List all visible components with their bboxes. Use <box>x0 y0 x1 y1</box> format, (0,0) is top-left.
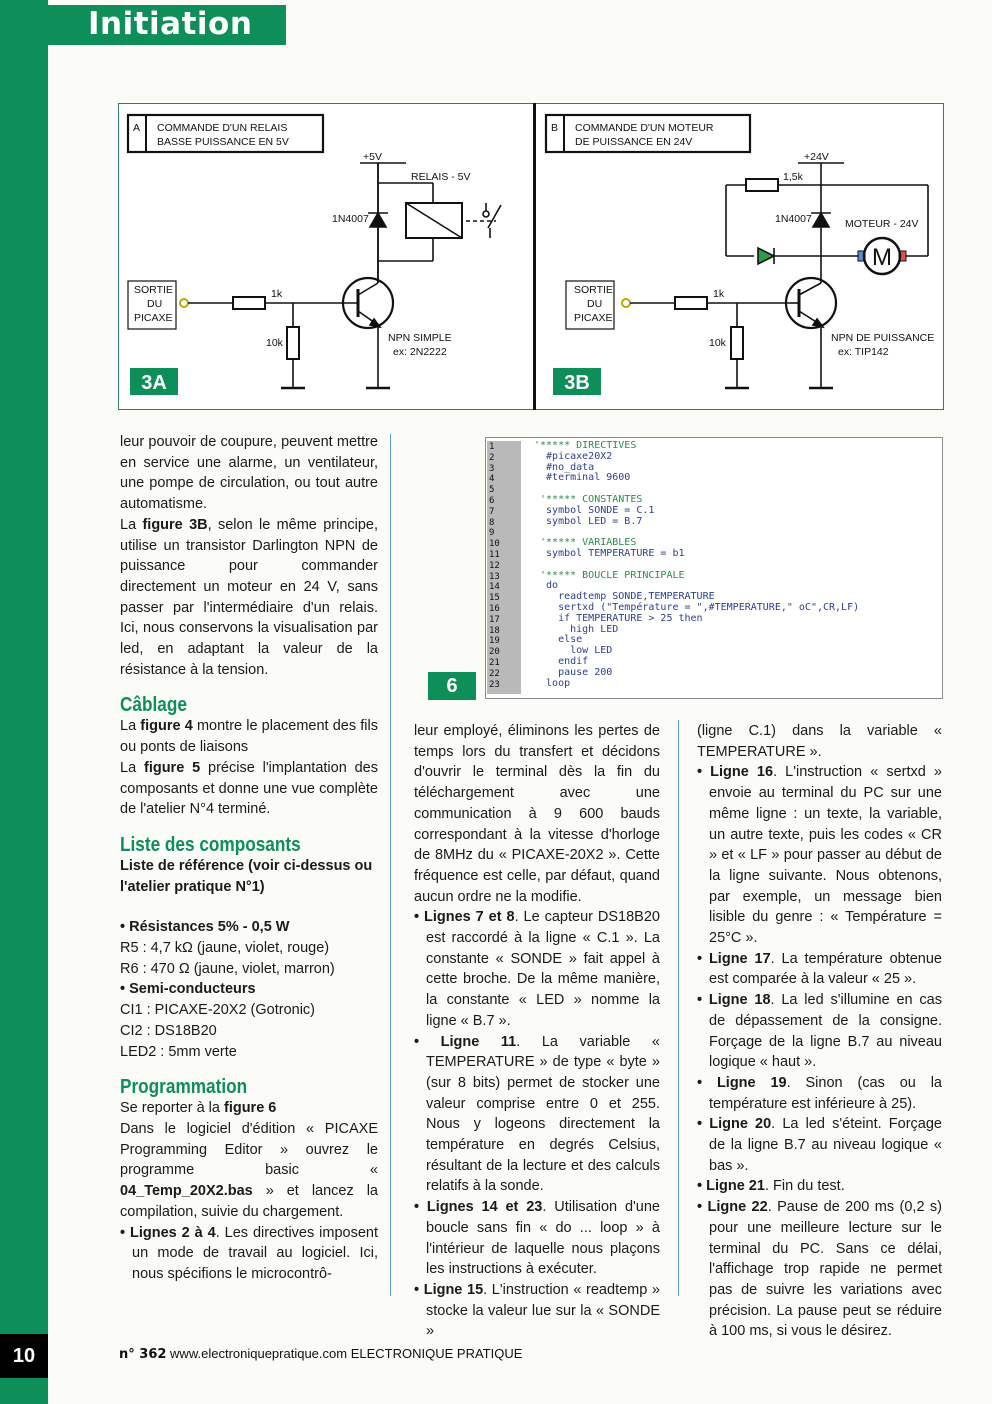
fig3a-rbase-label: 1k <box>271 288 283 300</box>
paragraph: La figure 5 précise l'implantation des composants et donne une vue complète de l'atelier N°4 terminé. <box>120 759 378 818</box>
code-line: #terminal 9600 <box>534 472 631 484</box>
code-line-number: 21 <box>489 657 500 668</box>
code-line: '***** VARIABLES <box>534 537 637 549</box>
code-line: symbol SONDE = C.1 <box>534 504 655 516</box>
code-line-number: 1 <box>489 442 495 452</box>
figure-3-schematics <box>118 103 942 408</box>
heading-programmation: Programmation <box>120 1076 248 1099</box>
code-line: pause 200 <box>534 666 613 678</box>
fig3b-resistor-10k <box>731 327 743 359</box>
list-item: • Ligne 15. L'instruction « readtemp » stocke la valeur lue sur la « SONDE » <box>414 1281 660 1340</box>
code-line-number: 8 <box>489 517 495 528</box>
code-listing <box>534 441 859 689</box>
code-line: else <box>534 634 583 646</box>
footer <box>119 1346 522 1362</box>
fig6-badge: 6 <box>428 672 476 700</box>
list-item: • Ligne 19. Sinon (cas ou la température est inférieure à 25). <box>697 1074 942 1112</box>
code-line: symbol LED = B.7 <box>534 515 643 527</box>
fig3a-diode-label: 1N4007 <box>332 213 369 225</box>
code-line-number: 4 <box>489 474 495 485</box>
issue-number: n° 362 <box>119 1347 167 1362</box>
fig3a-source-l2: DU <box>147 298 163 310</box>
fig3a-resistor-10k <box>287 327 299 359</box>
column-rule-2 <box>678 720 679 1296</box>
code-line <box>534 560 859 571</box>
code-line-number: 13 <box>489 571 500 582</box>
fig3a-diode <box>370 213 386 227</box>
fig3b-motor-symbol: M <box>872 244 892 271</box>
fig3b-diode <box>813 213 829 227</box>
code-line-number: 12 <box>489 560 500 571</box>
paragraph: La figure 3B, selon le même principe, utilise un transistor Darlington NPN de puissance pour commander directement un moteur en 24 V, sans passer par l'intermédiaire d'un relais. Ici, nous conservons la visualisation par led, en adaptant la valeur de la résistance à la tension. <box>120 516 379 678</box>
page-number: 10 <box>0 1334 48 1378</box>
paragraph: Se reporter à la figure 6 <box>120 1100 277 1117</box>
fig3b-motor-label: MOTEUR - 24V <box>845 218 919 230</box>
paragraph: leur employé, éliminons les pertes de temps lors du transfert et décidons d'ouvrir le terminal dès la fin du téléchargement avec une communication à 9 600 bauds correspondant à la vitesse d'horloge de 8MHz du « PICAXE-20X2 ». Cette fréquence est celle, par défaut, quand aucun ordre ne la modifie. <box>414 723 660 905</box>
fig3a-transistor-l2: ex: 2N2222 <box>393 346 447 358</box>
code-line: '***** BOUCLE PRINCIPALE <box>534 569 685 581</box>
code-line-numbers <box>489 442 500 690</box>
heading-liste: Liste des composants <box>120 833 301 856</box>
paragraph: (ligne C.1) dans la variable « TEMPERATURE ». <box>697 723 942 760</box>
fig3a-letter: A <box>133 122 141 134</box>
code-line-number: 20 <box>489 647 500 658</box>
code-line: low LED <box>534 645 613 657</box>
code-line: loop <box>534 677 571 689</box>
component-ci1: CI1 : PICAXE-20X2 (Gotronic) <box>120 1002 316 1019</box>
code-line-number: 10 <box>489 539 500 550</box>
fig3b-source-l1: SORTIE <box>574 284 613 296</box>
left-sidebar-band <box>0 0 48 1404</box>
fig3a-resistor-1k <box>233 297 265 309</box>
code-line-number: 16 <box>489 603 500 614</box>
code-line: high LED <box>534 623 619 635</box>
list-item: • Ligne 18. La led s'illumine en cas de dépassement de la consigne. Forçage de la ligne B.7 au niveau logique « haut ». <box>697 992 942 1071</box>
fig3b-letter: B <box>551 122 559 134</box>
fig3b-supply: +24V <box>804 151 829 163</box>
heading-cablage: Câblage <box>120 694 187 717</box>
code-line-number: 5 <box>489 485 495 496</box>
code-line-number: 19 <box>489 636 500 647</box>
list-item: • Lignes 14 et 23. Utilisation d'une boucle sans fin « do ... loop » à l'intérieur de laquelle nous plaçons les instructions à exécuter. <box>414 1199 660 1278</box>
code-line-number: 3 <box>489 463 495 474</box>
code-line-number: 18 <box>489 625 500 636</box>
paragraph: Dans le logiciel d'édition « PICAXE Programming Editor » ouvrez le programme basic « 04_Temp_20X2.bas » et lancez la compilation, suivie du chargement. <box>120 1120 378 1220</box>
text-column-2 <box>414 721 660 1342</box>
fig3a-source-l1: SORTIE <box>134 284 173 296</box>
code-line-number: 22 <box>489 668 500 679</box>
semiconductors-heading: • Semi-conducteurs <box>120 981 256 998</box>
component-r5: R5 : 4,7 kΩ (jaune, violet, rouge) <box>120 940 330 957</box>
fig3b-resistor-1-5k <box>746 179 778 191</box>
fig3a-rpull-label: 10k <box>266 337 283 349</box>
paragraph: leur pouvoir de coupure, peuvent mettre en service une alarme, un ventilateur, une pompe de circulation, ou tout autre automatisme. <box>120 434 378 513</box>
fig3a-title-line2: BASSE PUISSANCE EN 5V <box>157 136 289 148</box>
code-line: '***** CONSTANTES <box>534 493 643 505</box>
code-line: symbol TEMPERATURE = b1 <box>534 547 685 559</box>
component-r6: R6 : 470 Ω (jaune, violet, marron) <box>120 960 335 977</box>
code-line-number: 7 <box>489 506 495 517</box>
list-item: • Ligne 20. La led s'éteint. Forçage de la ligne B.7 au niveau logique « bas ». <box>697 1116 942 1174</box>
list-item: • Ligne 11. La variable « TEMPERATURE » de type « byte » (sur 8 bits) permet de stocker une valeur comprise entre 0 et 255. Nous y logeons directement la température en degrés Celsius, résultant de la lecture et des calculs relatifs à la sonde. <box>414 1033 660 1195</box>
fig3b-title-line1: COMMANDE D'UN MOTEUR <box>575 122 714 134</box>
list-item: • Ligne 16. L'instruction « sertxd » envoie au terminal du PC sur une même ligne : un texte, la variable, un autre texte, puis les codes « CR » et « LF » pour passer au début de la ligne suivante. Nous obtenons, par exemple, un message bien lisible du genre : « Température = 25°C ». <box>697 764 942 947</box>
section-title: Initiation <box>88 6 253 42</box>
text-column-1 <box>120 432 378 1285</box>
fig3b-diode-label: 1N4007 <box>775 213 812 225</box>
fig3b-transistor-l2: ex: TIP142 <box>838 346 889 358</box>
code-line: if TEMPERATURE > 25 then <box>534 612 703 624</box>
code-line-number: 11 <box>489 549 500 560</box>
fig3a-title-line1: COMMANDE D'UN RELAIS <box>157 122 288 134</box>
fig3a-supply: +5V <box>363 151 382 163</box>
code-line: endif <box>534 655 589 667</box>
code-line-number: 9 <box>489 528 495 539</box>
column-rule-1 <box>390 434 391 1296</box>
paragraph: La figure 4 montre le placement des fils ou ponts de liaisons <box>120 718 378 756</box>
fig3b-resistor-1k <box>675 297 707 309</box>
code-line-number: 14 <box>489 582 500 593</box>
code-line-number: 15 <box>489 593 500 604</box>
fig3b-led <box>758 248 774 264</box>
component-led2: LED2 : 5mm verte <box>120 1043 237 1060</box>
fig3b-source-l2: DU <box>587 298 603 310</box>
reference-note: Liste de référence (voir ci-dessus ou l'atelier pratique N°1) <box>120 857 373 895</box>
list-item: • Ligne 17. La température obtenue est comparée à la valeur « 25 ». <box>697 950 942 988</box>
website: www.electroniquepratique.com <box>170 1346 348 1361</box>
code-line: #picaxe20X2 <box>534 450 613 462</box>
fig3b-transistor-l1: NPN DE PUISSANCE <box>831 332 935 344</box>
fig3b-rpull-label: 10k <box>709 337 726 349</box>
code-line: '***** DIRECTIVES <box>534 440 637 451</box>
code-line-number: 23 <box>489 679 500 690</box>
list-item: • Ligne 22. Pause de 200 ms (0,2 s) pour une meilleure lecture sur le terminal du PC. Sans ce délai, l'affichage trop rapide ne permet pas de suivre les variations avec précision. La pause peut se réduire à 100 ms, si vous le désirez. <box>697 1199 942 1340</box>
fig3b-rbase-label: 1k <box>713 288 725 300</box>
fig3b-rled-label: 1,5k <box>783 171 803 183</box>
fig3b-badge: 3B <box>564 372 590 394</box>
code-line-number: 17 <box>489 614 500 625</box>
code-line-number: 2 <box>489 452 495 463</box>
code-line-number: 6 <box>489 495 495 506</box>
list-item: • Lignes 2 à 4. Les directives imposent un mode de travail au logiciel. Ici, nous spécifions le microcontrô- <box>120 1224 378 1282</box>
resistors-heading: • Résistances 5% - 0,5 W <box>120 919 290 936</box>
text-column-3 <box>697 721 942 1342</box>
fig3b-source-l3: PICAXE <box>574 312 613 324</box>
magazine-name: ELECTRONIQUE PRATIQUE <box>350 1346 523 1361</box>
fig3a-source-l3: PICAXE <box>134 312 173 324</box>
fig3a-transistor-l1: NPN SIMPLE <box>388 332 452 344</box>
list-item: • Lignes 7 et 8. Le capteur DS18B20 est raccordé à la ligne « C.1 ». La constante « SONDE » fait appel à cette broche. De la même manière, la constante « LED » nomme la ligne « B.7 ». <box>414 909 660 1029</box>
list-item: • Ligne 21. Fin du test. <box>697 1178 845 1195</box>
code-line: do <box>534 580 559 592</box>
code-line: #no_data <box>534 461 595 473</box>
fig3a-badge: 3A <box>141 372 167 394</box>
component-ci2: CI2 : DS18B20 <box>120 1022 217 1039</box>
code-line: sertxd ("Température = ",#TEMPERATURE," oC",CR,LF) <box>534 601 860 613</box>
fig3a-relay-label: RELAIS - 5V <box>411 171 471 183</box>
code-line: readtemp SONDE,TEMPERATURE <box>534 591 715 603</box>
fig3b-title-line2: DE PUISSANCE EN 24V <box>575 136 693 148</box>
